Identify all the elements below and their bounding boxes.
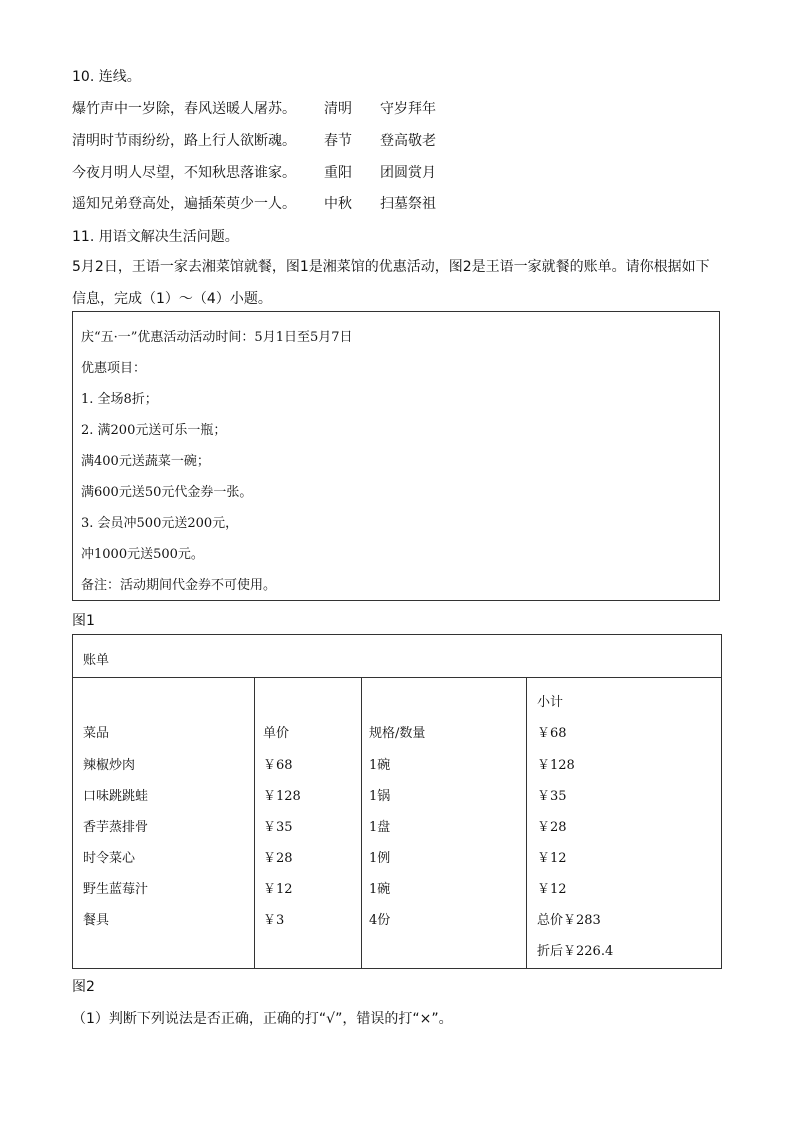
table-divider [361, 677, 362, 968]
festival-option: 重阳 [324, 165, 352, 181]
promo-line: 1. 全场8折； [81, 392, 158, 407]
table-divider [254, 677, 255, 968]
subtotal-cell: ￥35 [537, 789, 567, 804]
subtotal-header: 小计 [537, 695, 564, 710]
custom-option: 守岁拜年 [380, 101, 436, 117]
question-11-intro-cont: 信息，完成（1）～（4）小题。 [72, 291, 272, 307]
qty-cell: 4份 [369, 913, 391, 928]
total-price: 总价￥283 [537, 913, 601, 928]
poem-line: 爆竹声中一岁除，春风送暖人屠苏。 [72, 101, 296, 117]
qty-cell: 1例 [369, 851, 391, 866]
matching-row [72, 130, 712, 152]
poem-line: 今夜月明人尽望，不知秋思落谁家。 [72, 165, 296, 181]
price-header: 单价 [263, 726, 290, 741]
promo-line: 满600元送50元代金券一张。 [81, 485, 253, 500]
dish-header: 菜品 [83, 726, 110, 741]
figure-2-caption: 图2 [72, 979, 95, 995]
festival-option: 中秋 [324, 196, 352, 212]
qty-cell: 1锅 [369, 789, 391, 804]
festival-option: 清明 [324, 101, 352, 117]
promo-line: 庆“五·一”优惠活动活动时间：5月1日至5月7日 [81, 330, 353, 345]
custom-option: 登高敬老 [380, 133, 436, 149]
subtotal-cell: ￥68 [537, 726, 567, 741]
qty-cell: 1碗 [369, 882, 391, 897]
price-cell: ￥68 [263, 758, 293, 773]
subtotal-cell: ￥12 [537, 882, 567, 897]
sub-question-1: （1）判断下列说法是否正确，正确的打“√”，错误的打“×”。 [72, 1011, 453, 1027]
dish-cell: 口味跳跳蛙 [83, 789, 149, 804]
matching-row [72, 193, 712, 215]
subtotal-cell: ￥28 [537, 820, 567, 835]
promotion-box [72, 311, 720, 601]
price-cell: ￥28 [263, 851, 293, 866]
promo-note: 备注：活动期间代金券不可使用。 [81, 578, 277, 593]
promo-line: 满400元送蔬菜一碗； [81, 454, 210, 469]
festival-option: 春节 [324, 133, 352, 149]
promo-line: 优惠项目： [81, 361, 147, 376]
question-11-heading: 11. 用语文解决生活问题。 [72, 229, 239, 245]
matching-row [72, 98, 712, 120]
question-11-intro: 5月2日，王语一家去湘菜馆就餐，图1是湘菜馆的优惠活动，图2是王语一家就餐的账单。请你根据如下 [72, 259, 710, 275]
figure-1-caption: 图1 [72, 613, 95, 629]
custom-option: 扫墓祭祖 [380, 196, 436, 212]
poem-line: 清明时节雨纷纷，路上行人欲断魂。 [72, 133, 296, 149]
discounted-price: 折后￥226.4 [537, 944, 614, 959]
qty-header: 规格/数量 [369, 726, 426, 741]
question-10-heading: 10. 连线。 [72, 69, 141, 85]
qty-cell: 1碗 [369, 758, 391, 773]
price-cell: ￥3 [263, 913, 285, 928]
poem-line: 遥知兄弟登高处，遍插茱萸少一人。 [72, 196, 296, 212]
table-divider [73, 677, 721, 678]
subtotal-cell: ￥12 [537, 851, 567, 866]
promo-line: 2. 满200元送可乐一瓶； [81, 423, 227, 438]
dish-cell: 野生蓝莓汁 [83, 882, 149, 897]
custom-option: 团圆赏月 [380, 165, 436, 181]
bill-table [72, 634, 722, 969]
bill-title: 账单 [83, 653, 110, 668]
promo-line: 3. 会员冲500元送200元， [81, 516, 239, 531]
promo-line: 冲1000元送500元。 [81, 547, 204, 562]
dish-cell: 餐具 [83, 913, 110, 928]
table-divider [526, 677, 527, 968]
price-cell: ￥12 [263, 882, 293, 897]
subtotal-cell: ￥128 [537, 758, 575, 773]
qty-cell: 1盘 [369, 820, 391, 835]
matching-row [72, 162, 712, 184]
dish-cell: 时令菜心 [83, 851, 136, 866]
price-cell: ￥35 [263, 820, 293, 835]
dish-cell: 辣椒炒肉 [83, 758, 136, 773]
dish-cell: 香芋蒸排骨 [83, 820, 149, 835]
price-cell: ￥128 [263, 789, 301, 804]
